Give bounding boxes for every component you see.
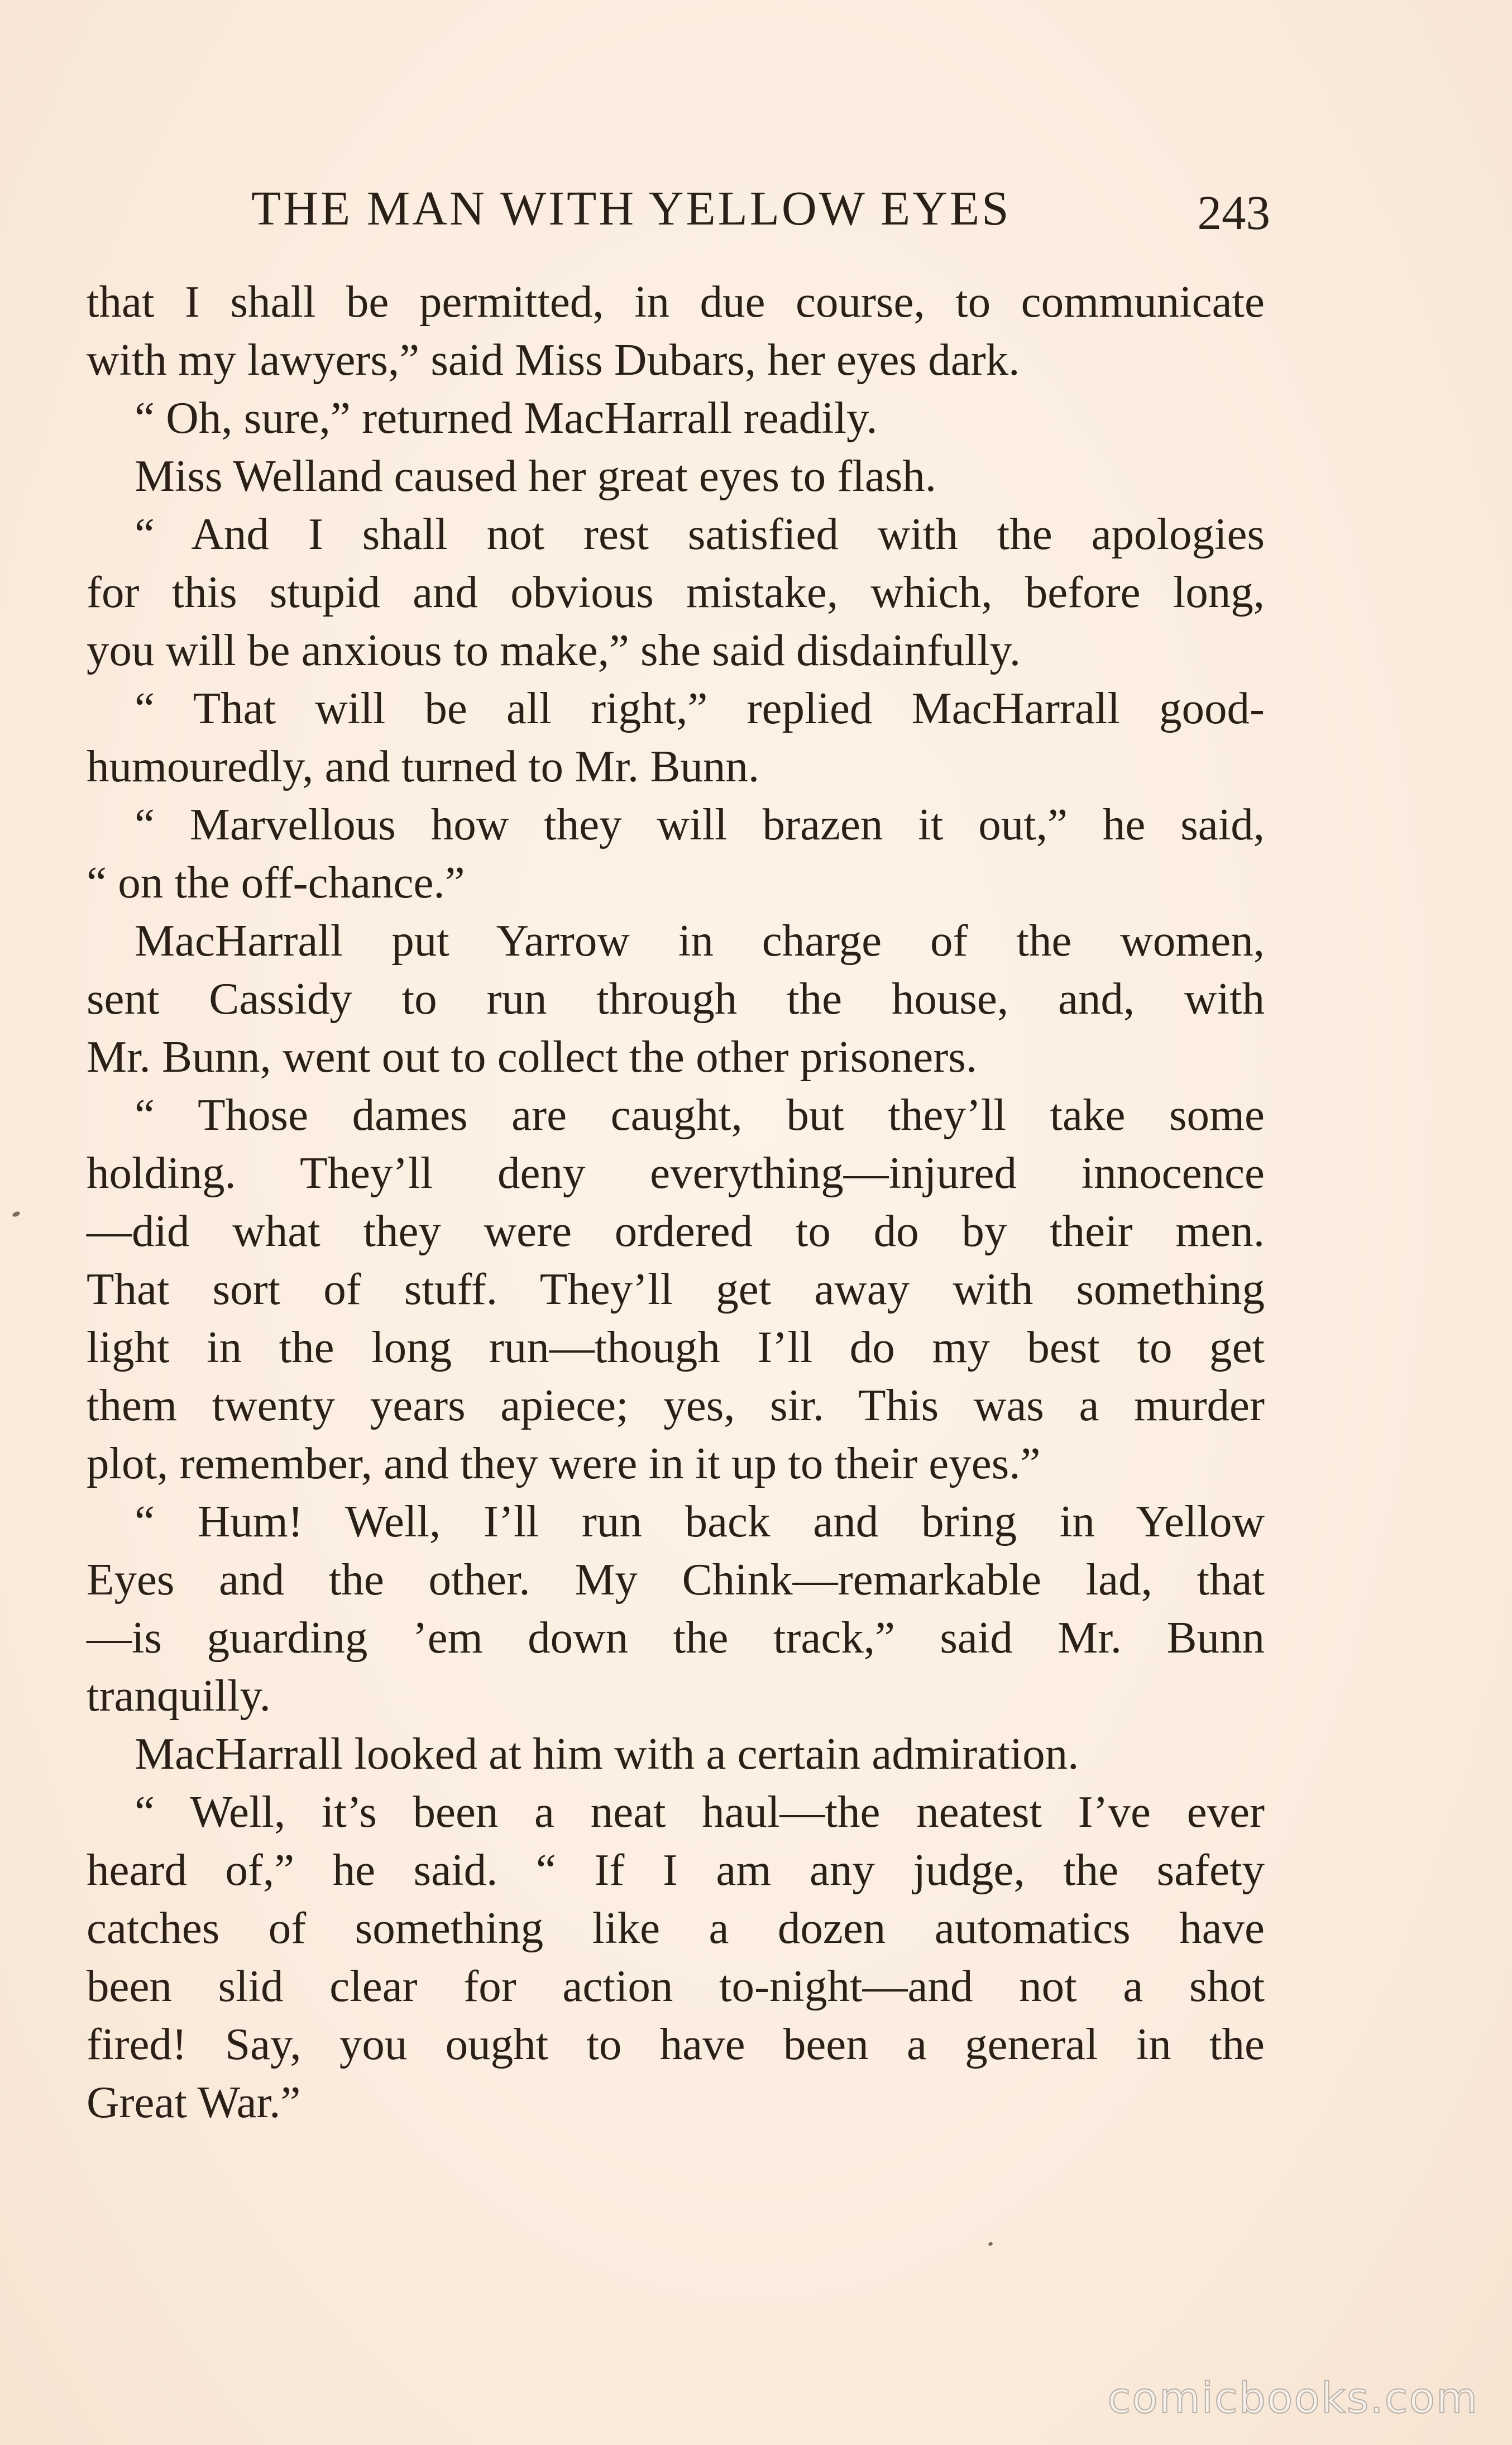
text-line: MacHarrall put Yarrow in charge of the women, [135, 915, 1265, 966]
text-line: fired! Say, you ought to have been a general in the [87, 2019, 1265, 2069]
running-title: THE MAN WITH YELLOW EYES [251, 181, 1011, 235]
text-line: humouredly, and turned to Mr. Bunn. [87, 741, 760, 791]
page-number: 243 [1197, 185, 1270, 240]
body-text [87, 273, 1265, 2131]
text-line: that I shall be permitted, in due course, to communicate [87, 276, 1265, 327]
text-line: —is guarding ’em down the track,” said Mr. Bunn [87, 1612, 1265, 1663]
text-line: “ Well, it’s been a neat haul—the neatest I’ve ever [135, 1787, 1265, 1837]
text-line: “ That will be all right,” replied MacHarrall good- [135, 683, 1265, 733]
text-line: been slid clear for action to-night—and not a shot [87, 1961, 1265, 2011]
text-line: Eyes and the other. My Chink—remarkable lad, that [87, 1554, 1265, 1604]
text-line: for this stupid and obvious mistake, which, before long, [87, 567, 1265, 617]
text-line: holding. They’ll deny everything—injured innocence [87, 1148, 1265, 1198]
text-line: Miss Welland caused her great eyes to flash. [135, 451, 937, 501]
text-line: heard of,” he said. “ If I am any judge, the safety [87, 1845, 1265, 1895]
text-line: Mr. Bunn, went out to collect the other prisoners. [87, 1032, 977, 1082]
text-line: “ on the off-chance.” [87, 857, 465, 908]
page-header [89, 178, 1270, 239]
text-line: you will be anxious to make,” she said disdainfully. [87, 625, 1021, 675]
paper-speck [988, 2242, 993, 2247]
text-line: “ Those dames are caught, but they’ll take some [135, 1090, 1265, 1140]
text-line: tranquilly. [87, 1670, 271, 1721]
watermark: comicbooks.com [1107, 2373, 1478, 2423]
text-line: Great War.” [87, 2077, 301, 2127]
text-line: —did what they were ordered to do by their men. [87, 1206, 1265, 1256]
text-line: “ Hum! Well, I’ll run back and bring in Yellow [135, 1496, 1265, 1546]
paper-speck [12, 1210, 21, 1217]
text-line: “ And I shall not rest satisfied with the apologies [135, 509, 1265, 559]
text-line: sent Cassidy to run through the house, and, with [87, 973, 1265, 1024]
text-line: That sort of stuff. They’ll get away with something [87, 1264, 1265, 1314]
text-line: “ Marvellous how they will brazen it out,” he said, [135, 799, 1265, 849]
text-line: plot, remember, and they were in it up to their eyes.” [87, 1438, 1041, 1488]
text-line: them twenty years apiece; yes, sir. This was a murder [87, 1380, 1265, 1430]
text-line: light in the long run—though I’ll do my best to get [87, 1322, 1265, 1372]
text-line: catches of something like a dozen automatics have [87, 1903, 1265, 1953]
text-line: MacHarrall looked at him with a certain admiration. [135, 1728, 1079, 1779]
text-line: with my lawyers,” said Miss Dubars, her eyes dark. [87, 335, 1020, 385]
text-line: “ Oh, sure,” returned MacHarrall readily. [135, 393, 878, 443]
